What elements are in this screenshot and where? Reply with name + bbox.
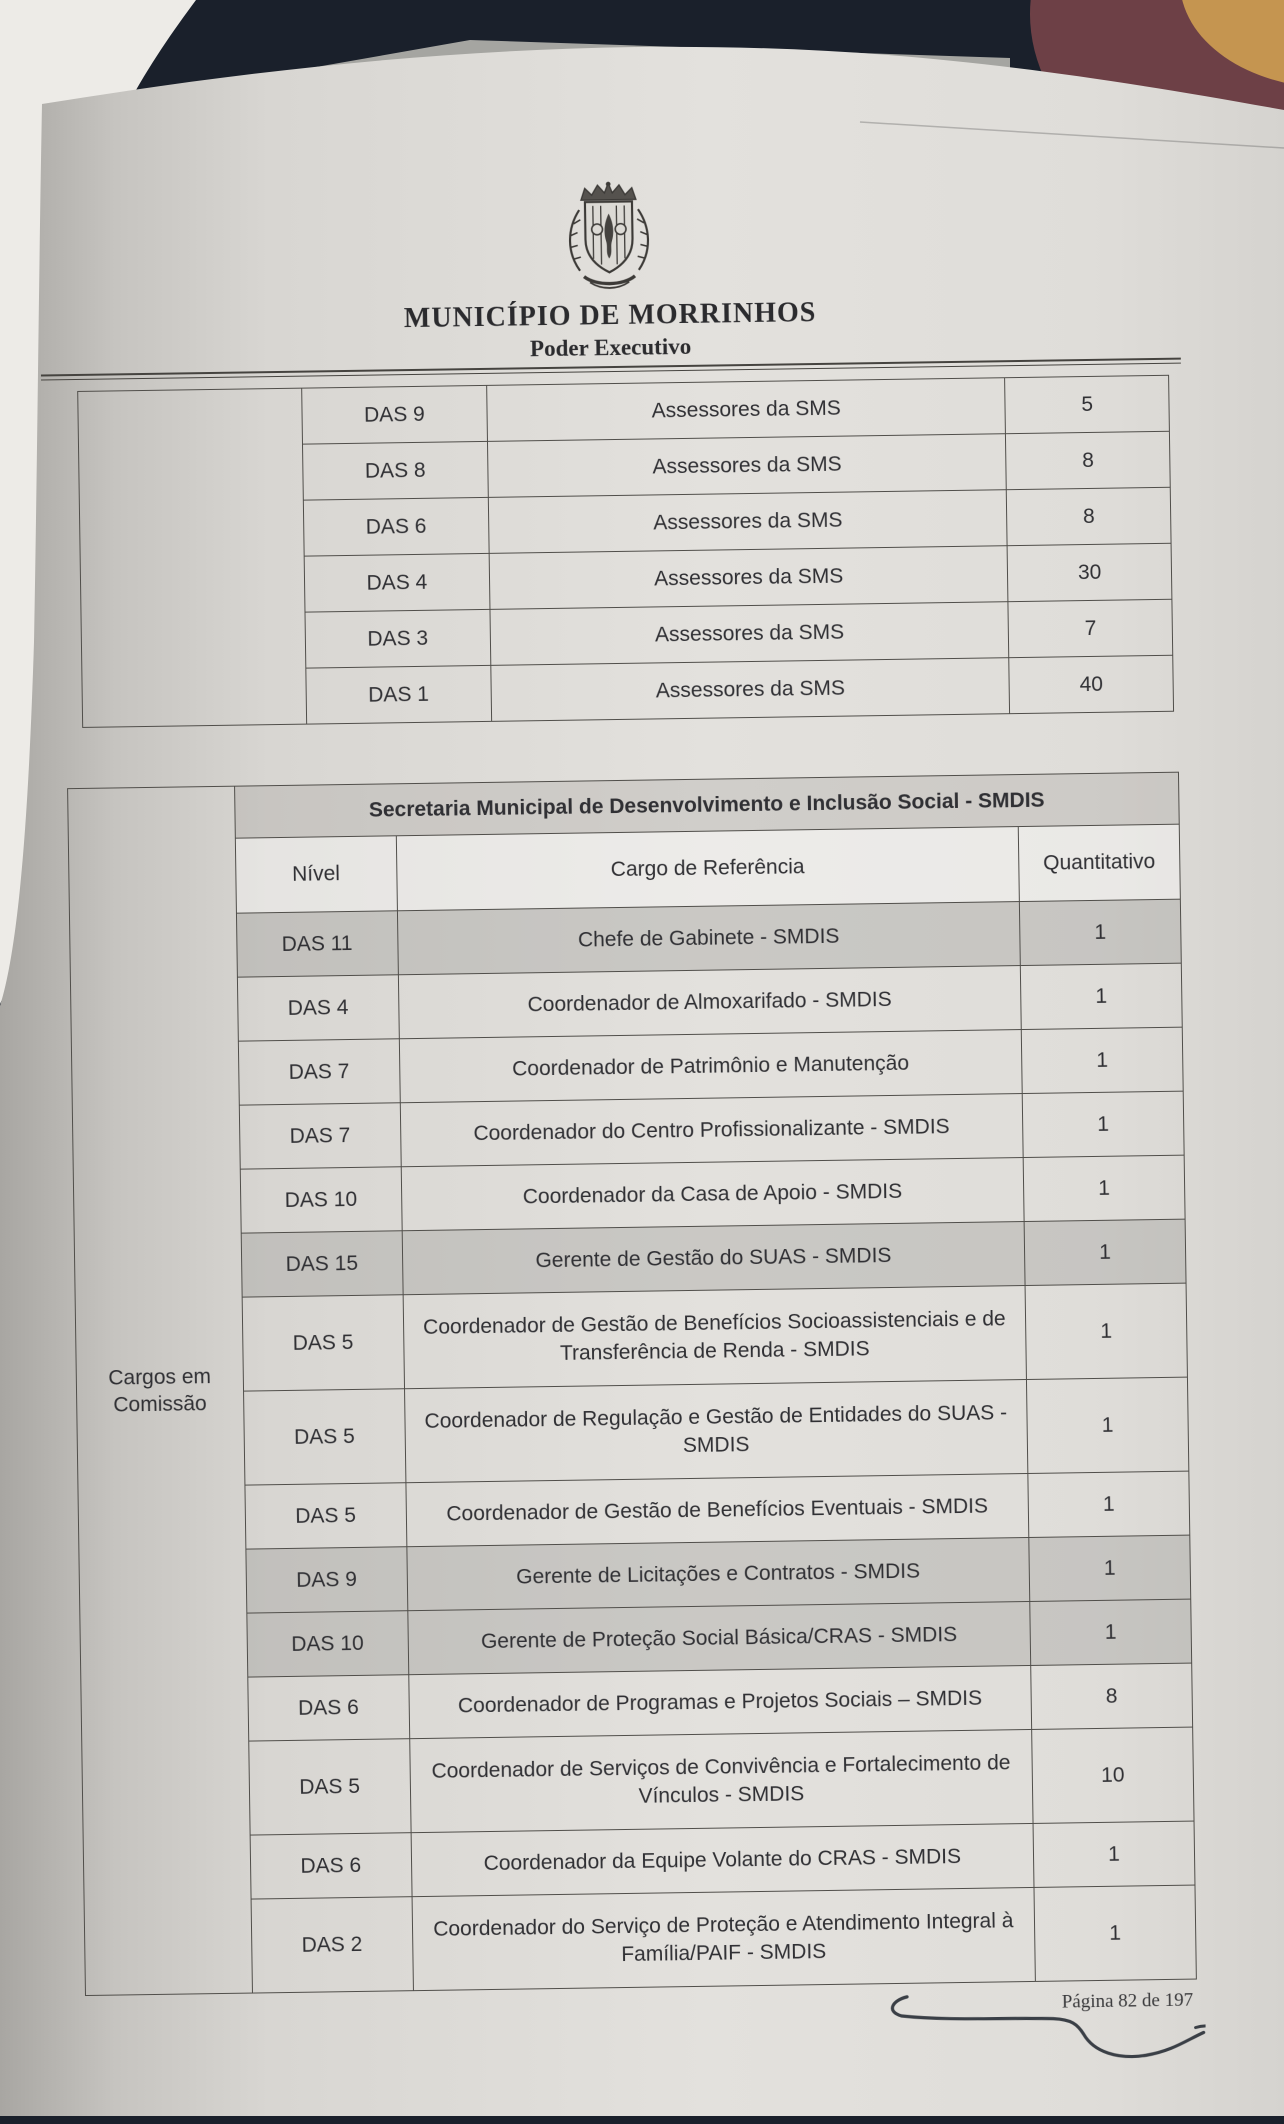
- cell-level: DAS 5: [242, 1295, 404, 1391]
- cell-level: DAS 8: [302, 441, 488, 500]
- cell-qty: 5: [1005, 375, 1169, 433]
- cell-cargo: Coordenador do Serviço de Proteção e Atendimento Integral à Família/PAIF - SMDIS: [412, 1887, 1035, 1990]
- cell-level: DAS 15: [241, 1231, 403, 1297]
- cell-qty: 1: [1033, 1821, 1195, 1887]
- cell-cargo: Assessores da SMS: [487, 378, 1006, 442]
- cell-level: DAS 5: [248, 1739, 410, 1835]
- cell-qty: 1: [1034, 1885, 1196, 1981]
- cell-cargo: Coordenador de Gestão de Benefícios Socioassistenciais e de Transferência de Renda - SMDIS: [403, 1286, 1026, 1389]
- cell-level: DAS 10: [240, 1167, 402, 1233]
- cell-level: DAS 5: [245, 1483, 407, 1549]
- cell-qty: 7: [1008, 599, 1172, 657]
- cell-qty: 30: [1007, 543, 1171, 601]
- cell-qty: 1: [1026, 1377, 1188, 1473]
- smdis-table: [67, 772, 1197, 1996]
- table-row: [82, 1727, 1194, 1837]
- cell-level: DAS 7: [238, 1039, 400, 1105]
- cell-qty: 1: [1021, 1027, 1183, 1093]
- cell-level: DAS 6: [247, 1675, 409, 1741]
- column-header-cargo: Cargo de Referência: [396, 827, 1019, 911]
- cell-cargo: Coordenador do Centro Profissionalizante - SMDIS: [400, 1094, 1023, 1167]
- cell-level: DAS 9: [301, 385, 487, 444]
- cell-cargo: Assessores da SMS: [488, 490, 1007, 554]
- table-row: [77, 1377, 1189, 1487]
- cell-level: DAS 6: [303, 497, 489, 556]
- cell-cargo: Chefe de Gabinete - SMDIS: [397, 902, 1020, 975]
- cell-cargo: Coordenador de Regulação e Gestão de Entidades do SUAS - SMDIS: [404, 1380, 1027, 1483]
- cell-cargo: Assessores da SMS: [488, 434, 1007, 498]
- cell-level: DAS 3: [305, 609, 491, 668]
- cell-level: DAS 1: [305, 665, 491, 724]
- cell-qty: 1: [1029, 1535, 1191, 1601]
- cell-level: DAS 5: [243, 1389, 405, 1485]
- cell-cargo: Coordenador de Patrimônio e Manutenção: [399, 1030, 1022, 1103]
- cell-cargo: Coordenador de Almoxarifado - SMDIS: [398, 966, 1021, 1039]
- cell-cargo: Coordenador da Casa de Apoio - SMDIS: [401, 1158, 1024, 1231]
- table2-body: [68, 772, 1197, 1995]
- cell-qty: 1: [1025, 1283, 1187, 1379]
- document-content: [36, 0, 1207, 2124]
- cell-qty: 10: [1032, 1727, 1194, 1823]
- cell-qty: 8: [1031, 1663, 1193, 1729]
- cell-qty: 1: [1020, 963, 1182, 1029]
- page-number: Página 82 de 197: [1061, 1989, 1194, 2013]
- cell-qty: 8: [1007, 487, 1171, 545]
- cell-level: DAS 2: [251, 1897, 413, 1993]
- branch-subtitle: Poder Executivo: [529, 333, 692, 362]
- table1-body: [78, 375, 1174, 727]
- cell-cargo: Coordenador da Equipe Volante do CRAS - SMDIS: [411, 1823, 1034, 1896]
- cell-level: DAS 7: [239, 1103, 401, 1169]
- column-header-level: Nível: [235, 836, 397, 913]
- cell-cargo: Assessores da SMS: [490, 602, 1009, 666]
- cell-qty: 1: [1019, 899, 1181, 965]
- side-label: Cargos em Comissão: [108, 1364, 212, 1417]
- table2-title: Secretaria Municipal de Desenvolvimento e Inclusão Social - SMDIS: [234, 772, 1179, 838]
- cell-level: DAS 11: [236, 911, 398, 977]
- municipality-title: MUNICÍPIO DE MORRINHOS: [403, 297, 817, 335]
- cell-cargo: Coordenador de Gestão de Benefícios Eventuais - SMDIS: [406, 1473, 1029, 1546]
- cell-cargo: Gerente de Gestão do SUAS - SMDIS: [402, 1222, 1025, 1295]
- assessores-table: [77, 375, 1174, 728]
- cell-level: DAS 10: [246, 1611, 408, 1677]
- handwritten-mark: [65, 1976, 1207, 2113]
- cell-qty: 1: [1023, 1155, 1185, 1221]
- cell-qty: 1: [1030, 1599, 1192, 1665]
- cell-qty: 1: [1028, 1471, 1190, 1537]
- cell-level: DAS 6: [250, 1833, 412, 1899]
- column-header-qty: Quantitativo: [1018, 824, 1180, 901]
- cell-cargo: Assessores da SMS: [491, 658, 1010, 722]
- cell-qty: 1: [1024, 1219, 1186, 1285]
- cell-level: DAS 9: [246, 1547, 408, 1613]
- municipal-crest-icon: [559, 175, 659, 296]
- cell-cargo: Coordenador de Programas e Projetos Sociais – SMDIS: [408, 1665, 1031, 1738]
- cell-level: DAS 4: [304, 553, 490, 612]
- cell-cargo: Assessores da SMS: [489, 546, 1008, 610]
- table-row: [75, 1283, 1187, 1393]
- table1-left-spacer-cell: [78, 388, 307, 727]
- cell-cargo: Coordenador de Serviços de Convivência e Fortalecimento de Vínculos - SMDIS: [409, 1729, 1032, 1832]
- cell-level: DAS 4: [237, 975, 399, 1041]
- cell-qty: 40: [1009, 655, 1173, 713]
- cell-cargo: Gerente de Licitações e Contratos - SMDIS: [407, 1537, 1030, 1610]
- cell-qty: 8: [1006, 431, 1170, 489]
- cell-cargo: Gerente de Proteção Social Básica/CRAS - SMDIS: [408, 1601, 1031, 1674]
- cell-qty: 1: [1022, 1091, 1184, 1157]
- table2-side-cell: [68, 786, 253, 1995]
